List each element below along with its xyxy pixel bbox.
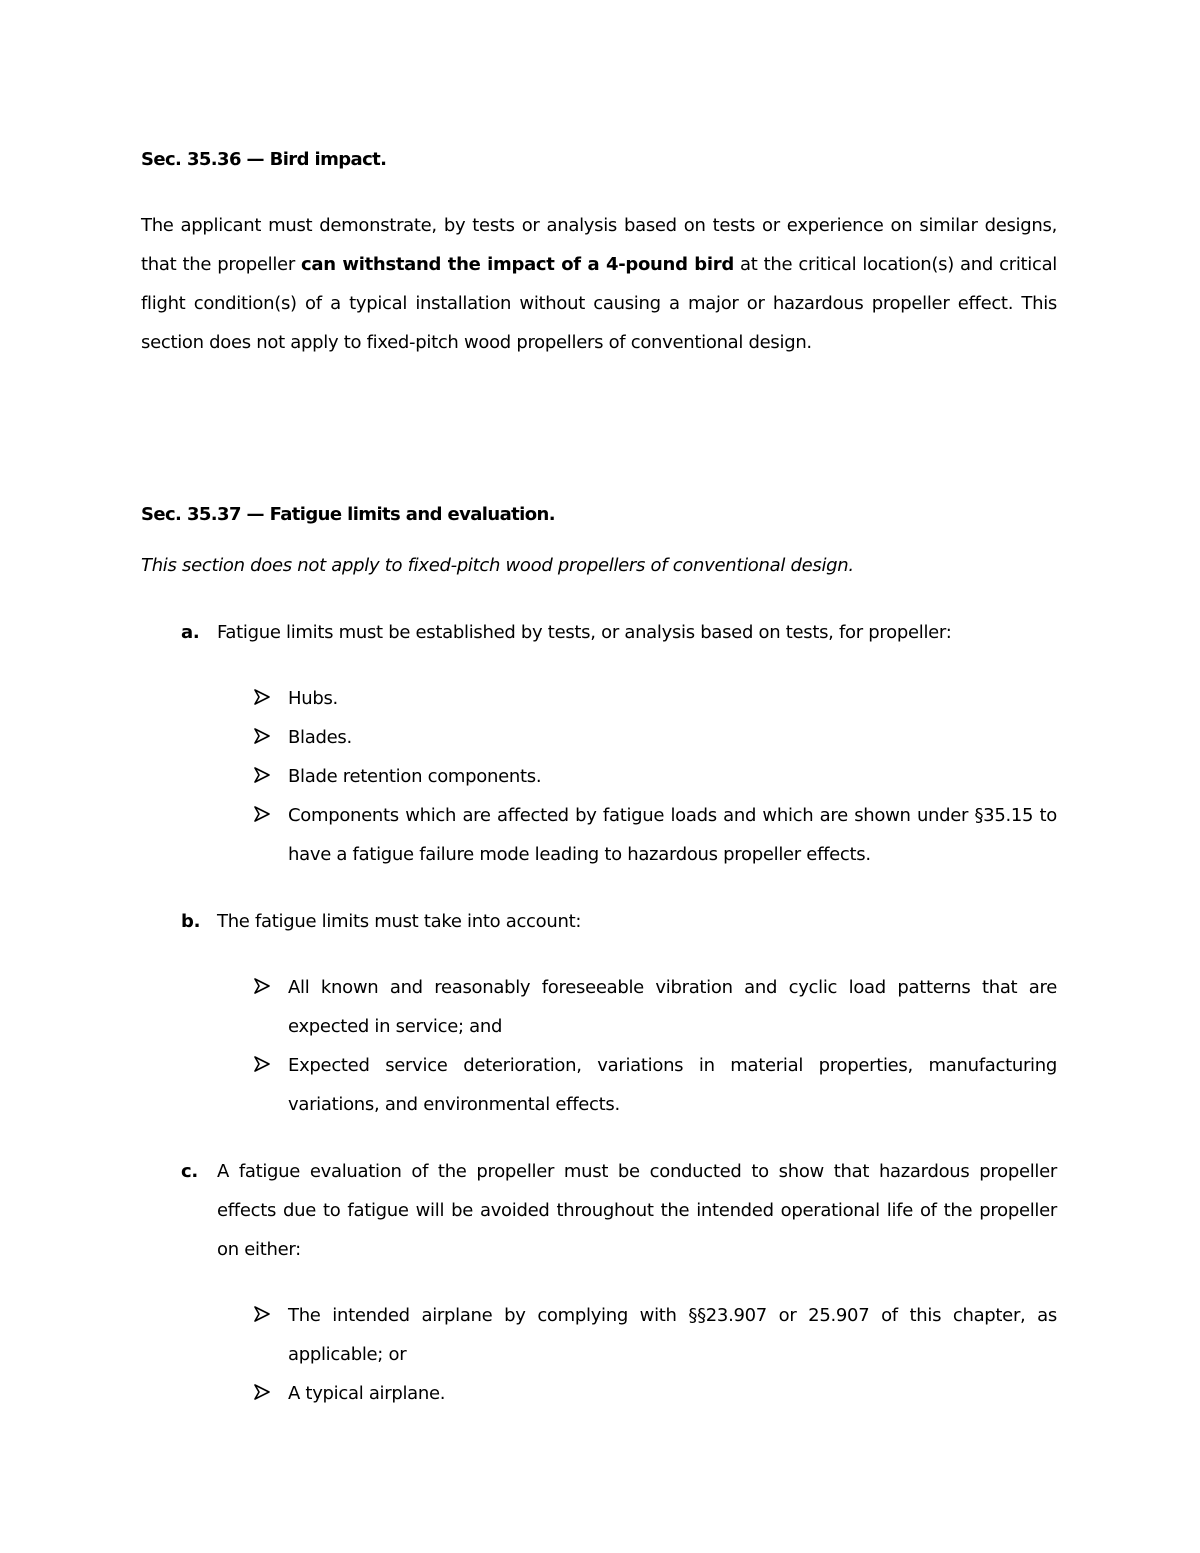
list-item-text: A fatigue evaluation of the propeller must be conducted to show that hazardous propeller effects due to fatigue will be avoided throughout the intended operational life of the propeller on either:: [217, 1161, 1057, 1260]
list-marker: c.: [181, 1161, 198, 1182]
arrowhead-bullet-icon: [253, 1055, 271, 1073]
list-marker: a.: [181, 622, 200, 643]
section-heading-35-37: Sec. 35.37 — Fatigue limits and evaluation.: [141, 504, 555, 525]
bullet-text: Blade retention components.: [288, 766, 542, 787]
arrowhead-bullet-icon: [253, 766, 271, 784]
arrowhead-bullet-icon: [253, 805, 271, 823]
arrowhead-bullet-icon: [253, 727, 271, 745]
arrowhead-bullet-icon: [253, 688, 271, 706]
arrowhead-bullet-icon: [253, 977, 271, 995]
list-item-a: [141, 613, 1057, 652]
bullet-text: A typical airplane.: [288, 1383, 446, 1404]
arrowhead-bullet-icon: [253, 1305, 271, 1323]
paragraph-text: at the critical location(s) and critical flight condition(s) of a typical installation without causing a major or hazardous propeller effect. This section does not apply to fixed-pitch wood propellers of conventional design.: [141, 254, 1058, 353]
paragraph-text: The applicant must demonstrate, by tests or analysis based on tests or experience on similar designs, that the propeller: [141, 215, 1057, 275]
arrowhead-bullet-icon: [253, 1383, 271, 1401]
section-paragraph-35-36: [141, 206, 1057, 362]
bullet-text: Hubs.: [288, 688, 338, 709]
list-item-text: Fatigue limits must be established by tests, or analysis based on tests, for propeller:: [217, 622, 952, 643]
bullet-text: Blades.: [288, 727, 352, 748]
list-marker: b.: [181, 911, 201, 932]
bullet-text: The intended airplane by complying with §§23.907 or 25.907 of this chapter, as applicable; or: [288, 1305, 1057, 1365]
bullet-text: All known and reasonably foreseeable vibration and cyclic load patterns that are expected in service; and: [288, 977, 1057, 1037]
list-item-text: The fatigue limits must take into account:: [217, 911, 582, 932]
bullet-text: Expected service deterioration, variations in material properties, manufacturing variations, and environmental effects.: [288, 1055, 1057, 1115]
list-item-b: [141, 902, 1057, 941]
bullet-text: Components which are affected by fatigue loads and which are shown under §35.15 to have a fatigue failure mode leading to hazardous propeller effects.: [288, 805, 1057, 865]
section-heading-35-36: Sec. 35.36 — Bird impact.: [141, 149, 387, 170]
section-note: This section does not apply to fixed-pitch wood propellers of conventional design.: [141, 555, 854, 576]
paragraph-bold-text: can withstand the impact of a 4-pound bird: [301, 254, 734, 275]
